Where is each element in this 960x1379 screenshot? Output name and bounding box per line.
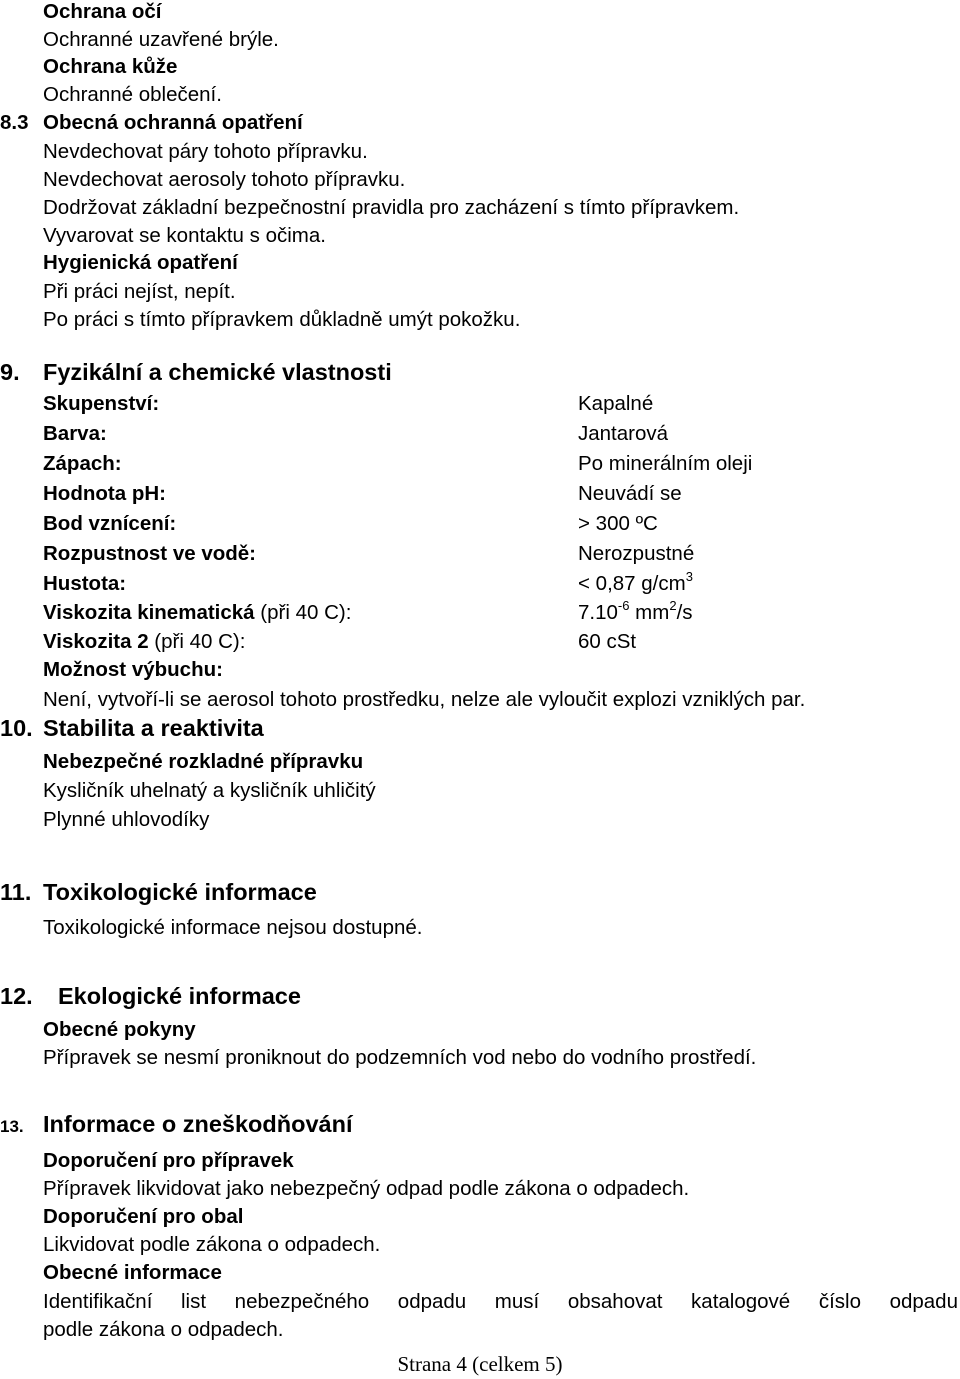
- property-label: Hustota:: [43, 572, 127, 595]
- section-11-number: 11.: [0, 879, 32, 905]
- eye-protection-text: Ochranné uzavřené brýle.: [43, 28, 279, 51]
- section-10-number: 10.: [0, 715, 33, 741]
- property-label: Rozpustnost ve vodě:: [43, 542, 256, 565]
- skin-protection-text: Ochranné oblečení.: [43, 83, 222, 106]
- property-label: Viskozita 2 (při 40 C):: [43, 630, 246, 653]
- density-value: < 0,87 $g/cm^3$: [578, 569, 693, 595]
- property-label: Skupenství:: [43, 392, 160, 415]
- explosion-heading: Možnost výbuchu:: [43, 658, 223, 681]
- general-measure-item: Nevdechovat aerosoly tohoto přípravku.: [43, 168, 406, 191]
- property-value: Kapalné: [578, 392, 654, 415]
- general-info-heading: Obecné informace: [43, 1261, 222, 1284]
- property-value: Po minerálním oleji: [578, 452, 753, 475]
- product-disposal-text: Přípravek likvidovat jako nebezpečný odpad podle zákona o odpadech.: [43, 1177, 690, 1200]
- section-9-title: Fyzikální a chemické vlastnosti: [43, 359, 392, 385]
- hygiene-item: Po práci s tímto přípravkem důkladně umýt pokožku.: [43, 308, 521, 331]
- property-value: Neuvádí se: [578, 482, 682, 505]
- property-value: 60 cSt: [578, 630, 637, 653]
- packaging-disposal-heading: Doporučení pro obal: [43, 1205, 244, 1228]
- property-label: Viskozita kinematická (při 40 C):: [43, 601, 352, 624]
- section-10-title: Stabilita a reaktivita: [43, 715, 264, 741]
- section-9-number: 9.: [0, 359, 20, 385]
- section-8-3-heading: Obecná ochranná opatření: [43, 111, 303, 134]
- section-13-title: Informace o zneškodňování: [43, 1111, 353, 1137]
- product-disposal-heading: Doporučení pro přípravek: [43, 1149, 294, 1172]
- section-8-3-number: 8.3: [0, 111, 29, 134]
- explosion-text: Není, vytvoří-li se aerosol tohoto prostředku, nelze ale vyloučit explozi vzniklých par.: [43, 688, 806, 711]
- general-measure-item: Nevdechovat páry tohoto přípravku.: [43, 140, 368, 163]
- page-footer: Strana 4 (celkem 5): [397, 1352, 563, 1376]
- eye-protection-heading: Ochrana očí: [43, 0, 162, 23]
- property-value: Nerozpustné: [578, 542, 695, 565]
- skin-protection-heading: Ochrana kůže: [43, 55, 178, 78]
- property-value: > 300 ºC: [578, 512, 658, 535]
- ecology-heading: Obecné pokyny: [43, 1018, 196, 1041]
- hygiene-heading: Hygienická opatření: [43, 251, 238, 274]
- decomposition-item: Plynné uhlovodíky: [43, 808, 210, 831]
- decomposition-heading: Nebezpečné rozkladné přípravku: [43, 750, 364, 773]
- general-info-line: podle zákona o odpadech.: [43, 1318, 284, 1341]
- general-info-line: Identifikační list nebezpečného odpadu musí obsahovat katalogové číslo odpadu: [43, 1290, 958, 1313]
- property-label: Zápach:: [43, 452, 122, 475]
- hygiene-item: Při práci nejíst, nepít.: [43, 280, 236, 303]
- decomposition-item: Kysličník uhelnatý a kysličník uhličitý: [43, 779, 376, 802]
- section-13-number: 13.: [0, 1117, 24, 1136]
- section-11-title: Toxikologické informace: [43, 879, 317, 905]
- packaging-disposal-text: Likvidovat podle zákona o odpadech.: [43, 1233, 381, 1256]
- ecology-text: Přípravek se nesmí proniknout do podzemních vod nebo do vodního prostředí.: [43, 1046, 757, 1069]
- section-12-number: 12.: [0, 983, 33, 1009]
- property-value: Jantarová: [578, 422, 669, 445]
- property-label: Hodnota pH:: [43, 482, 166, 505]
- general-measure-item: Dodržovat základní bezpečnostní pravidla pro zacházení s tímto přípravkem.: [43, 196, 740, 219]
- section-12-title: Ekologické informace: [58, 983, 301, 1009]
- toxicology-text: Toxikologické informace nejsou dostupné.: [43, 916, 423, 939]
- property-label: Barva:: [43, 422, 107, 445]
- property-label: Bod vznícení:: [43, 512, 177, 535]
- general-measure-item: Vyvarovat se kontaktu s očima.: [43, 224, 326, 247]
- viscosity-value: $7.10^{-6}$ $mm^2/s$: [578, 598, 693, 624]
